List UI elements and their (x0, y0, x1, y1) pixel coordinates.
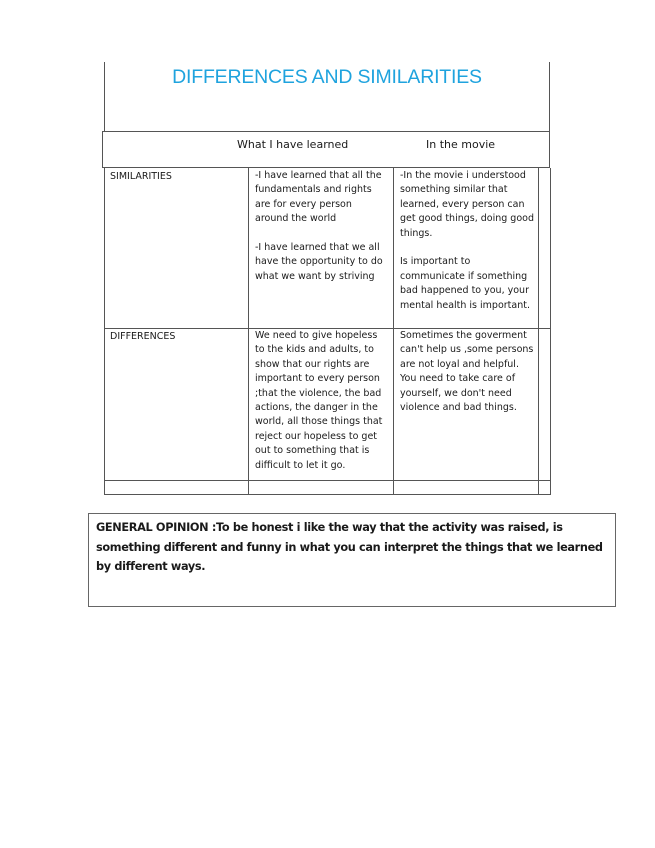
general-opinion-text: To be honest i like the way that the activity was raised, is something different and funny in what you can interpret the things that we learned by different ways. (96, 521, 603, 573)
similarities-learned-paragraph: -I have learned that all the fundamentals and rights are for every person around the world (255, 170, 382, 225)
header-left-border (102, 131, 103, 168)
header-right-border (549, 131, 550, 168)
similarities-learned-paragraph: -I have learned that we all have the opportunity to do what we want by striving (255, 242, 383, 282)
similarities-learned-cell (255, 169, 388, 284)
table-divider-2 (393, 168, 394, 495)
document-title: DIFFERENCES AND SIMILARITIES (172, 66, 482, 88)
table-right-border (550, 168, 551, 495)
differences-movie-cell (400, 329, 534, 415)
table-bottom-border (104, 494, 551, 495)
similarities-movie-paragraph: -In the movie i understood something similar that learned, every person can get good things, doing good things. (400, 170, 534, 239)
column-header-movie: In the movie (426, 138, 496, 151)
header-bottom-border (102, 167, 550, 168)
differences-learned-paragraph: We need to give hopeless to the kids and adults, to show that our rights are important to every person ;that the violence, the bad actions, the danger in the world, all those things that reject our hopeless to get out to something that is difficult to let it go. (255, 330, 383, 471)
header-top-border (102, 131, 550, 132)
row-label-similarities: SIMILARITIES (110, 171, 172, 182)
row-divider-2 (104, 480, 551, 481)
row-label-differences: DIFFERENCES (110, 331, 176, 342)
similarities-movie-paragraph: Is important to communicate if something bad happened to you, your mental health is important. (400, 256, 530, 311)
differences-learned-cell (255, 329, 388, 473)
differences-movie-paragraph: Sometimes the goverment can't help us ,some persons are not loyal and helpful. You need to take care of yourself, we don't need violence and bad things. (400, 330, 534, 414)
table-left-border (104, 168, 105, 495)
general-opinion-box (88, 513, 616, 607)
similarities-movie-cell (400, 169, 534, 313)
table-divider-3 (538, 168, 539, 495)
general-opinion-label: GENERAL OPINION : (96, 521, 217, 534)
table-divider-1 (248, 168, 249, 495)
column-header-learned: What I have learned (237, 138, 349, 151)
